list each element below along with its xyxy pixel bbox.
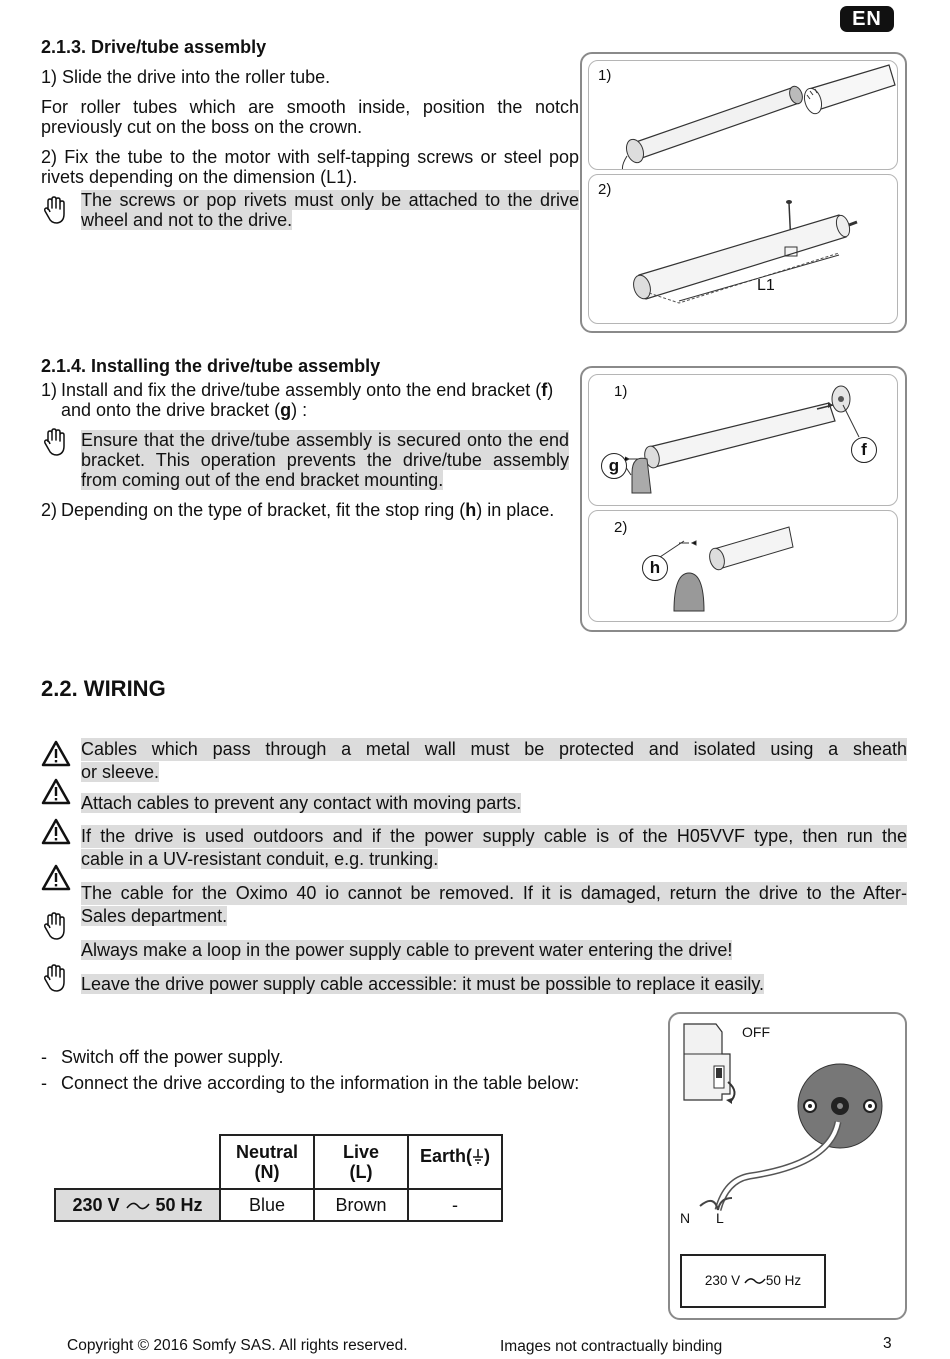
wiring-note-6 (81, 973, 764, 996)
row-label-supply (55, 1189, 220, 1221)
header-neutral-symbol: (N) (254, 1162, 280, 1182)
s214-step1-text-b: ) and onto the drive bracket ( (61, 380, 554, 420)
supply-frequency: 50 Hz (765, 1273, 802, 1288)
s214-step1-text-a: Install and fix the drive/tube assembly onto the end bracket ( (61, 380, 542, 400)
s214-step1-text-c: ) : (291, 400, 308, 420)
install-on-brackets-illustration (589, 375, 897, 505)
ref-g: g (280, 400, 292, 420)
s214-step2-text-a: Depending on the type of bracket, fit the stop ring ( (61, 500, 466, 520)
figure-drive-tube-assembly (580, 52, 907, 333)
header-live (314, 1135, 408, 1189)
header-live-label: Live (342, 1142, 380, 1162)
wiring-note-6-text: Leave the drive power supply cable accessible: it must be possible to replace it easily. (81, 974, 765, 994)
language-badge: EN (840, 6, 894, 32)
figure-install-assembly (580, 366, 907, 632)
supply-voltage: 230 V (704, 1273, 741, 1288)
wiring-warning-4 (81, 882, 907, 928)
wiring-warning-3b: cable in a UV-resistant conduit, e.g. trunking. (81, 849, 439, 869)
row-label-frequency: 50 Hz (155, 1194, 203, 1215)
supply-box (680, 1254, 826, 1308)
figure-install-step1 (588, 374, 898, 506)
s213-step2: 2) Fix the tube to the motor with self-tapping screws or steel pop rivets depending on the dimension (L1). (41, 147, 579, 187)
bullet-dash: - (41, 1073, 47, 1093)
wiring-warning-2-text: Attach cables to prevent any contact with moving parts. (81, 793, 522, 813)
earth-icon (472, 1148, 484, 1164)
header-live-symbol: (L) (349, 1162, 373, 1182)
header-neutral-label: Neutral (235, 1142, 298, 1162)
bullet-connect: Connect the drive according to the information in the table below: (61, 1073, 580, 1093)
s213-para: For roller tubes which are smooth inside, position the notch previously cut on the boss on the crown. (41, 97, 579, 137)
header-neutral (220, 1135, 314, 1189)
wiring-warning-3 (81, 825, 907, 871)
cell-live-color: Brown (314, 1189, 408, 1221)
s214-step1-number: 1) (41, 380, 58, 400)
figure-step1-panel (588, 60, 898, 170)
callout-h: h (642, 555, 668, 581)
section-2-2-title: 2.2. WIRING (41, 676, 166, 701)
hand-icon (44, 912, 68, 942)
breaker-off-label: OFF (742, 1024, 770, 1040)
figure-wiring (668, 1012, 907, 1320)
figure-install-step1-label: 1) (614, 383, 628, 400)
wiring-warning-1b: or sleeve. (81, 762, 160, 782)
dimension-label: L1 (757, 277, 775, 294)
ref-f: f (541, 380, 548, 400)
figure-step2-panel (588, 174, 898, 324)
footer-disclaimer: Images not contractually binding (500, 1338, 723, 1355)
figure-step1-label: 1) (598, 67, 612, 84)
wire-n-label: N (680, 1210, 691, 1226)
s214-note-text: Ensure that the drive/tube assembly is secured onto the end bracket. This operation prevents the drive/tube assembly from coming out of the end bracket mounting. (81, 430, 569, 490)
warning-icon (41, 740, 71, 768)
s214-step2 (61, 500, 569, 520)
wiring-warning-4b: Sales department. (81, 906, 228, 926)
hand-icon (44, 964, 68, 994)
s214-step2-text-b: ) in place. (476, 500, 555, 520)
callout-f: f (851, 437, 877, 463)
wiring-warning-1 (81, 738, 907, 784)
s214-step2-number: 2) (41, 500, 58, 520)
breaker-and-cable-illustration (670, 1014, 905, 1264)
wiring-warning-2 (81, 792, 521, 815)
warning-icon (41, 818, 71, 846)
cell-earth-color: - (408, 1189, 502, 1221)
wiring-note-5-text: Always make a loop in the power supply cable to prevent water entering the drive! (81, 940, 733, 960)
wiring-warning-1a: Cables which pass through a metal wall must be protected and isolated using a sheath (81, 739, 907, 759)
figure-install-step2 (588, 510, 898, 622)
drive-into-tube-illustration (589, 61, 897, 169)
wiring-warning-4a: The cable for the Oximo 40 io cannot be removed. If it is damaged, return the drive to the After- (81, 883, 907, 903)
header-earth-close: ) (484, 1146, 490, 1166)
hand-icon (44, 196, 68, 226)
callout-g: g (601, 453, 627, 479)
ac-wave-icon (125, 1200, 151, 1212)
warning-icon (41, 864, 71, 892)
screw-fixing-illustration (589, 175, 897, 323)
s214-step1 (61, 380, 571, 420)
warning-icon (41, 778, 71, 806)
bullet-switch-off: Switch off the power supply. (61, 1047, 284, 1067)
wire-l-label: L (716, 1210, 724, 1226)
figure-step2-label: 2) (598, 181, 612, 198)
s213-step1: 1) Slide the drive into the roller tube. (41, 67, 331, 87)
wiring-warning-3a: If the drive is used outdoors and if the power supply cable is of the H05VVF type, then run the (81, 826, 907, 846)
header-earth (408, 1135, 502, 1189)
header-earth-label: Earth( (419, 1146, 472, 1166)
hand-icon (44, 428, 68, 458)
bullet-dash: - (41, 1047, 47, 1067)
page-number: 3 (883, 1335, 892, 1352)
section-2-1-4-title: 2.1.4. Installing the drive/tube assembly (41, 356, 381, 376)
connection-table (54, 1134, 503, 1222)
cell-neutral-color: Blue (220, 1189, 314, 1221)
s213-note-text: The screws or pop rivets must only be attached to the drive wheel and not to the drive. (81, 190, 579, 230)
row-label-voltage: 230 V (72, 1194, 120, 1215)
footer-copyright: Copyright © 2016 Somfy SAS. All rights reserved. (67, 1337, 408, 1354)
wiring-note-5 (81, 939, 732, 962)
table-corner (55, 1135, 220, 1189)
s214-note (81, 430, 569, 490)
ref-h: h (465, 500, 477, 520)
ac-wave-icon (744, 1276, 766, 1286)
s213-note (81, 190, 579, 230)
figure-install-step2-label: 2) (614, 519, 628, 536)
section-2-1-3-title: 2.1.3. Drive/tube assembly (41, 37, 267, 57)
stop-ring-illustration (589, 511, 897, 621)
